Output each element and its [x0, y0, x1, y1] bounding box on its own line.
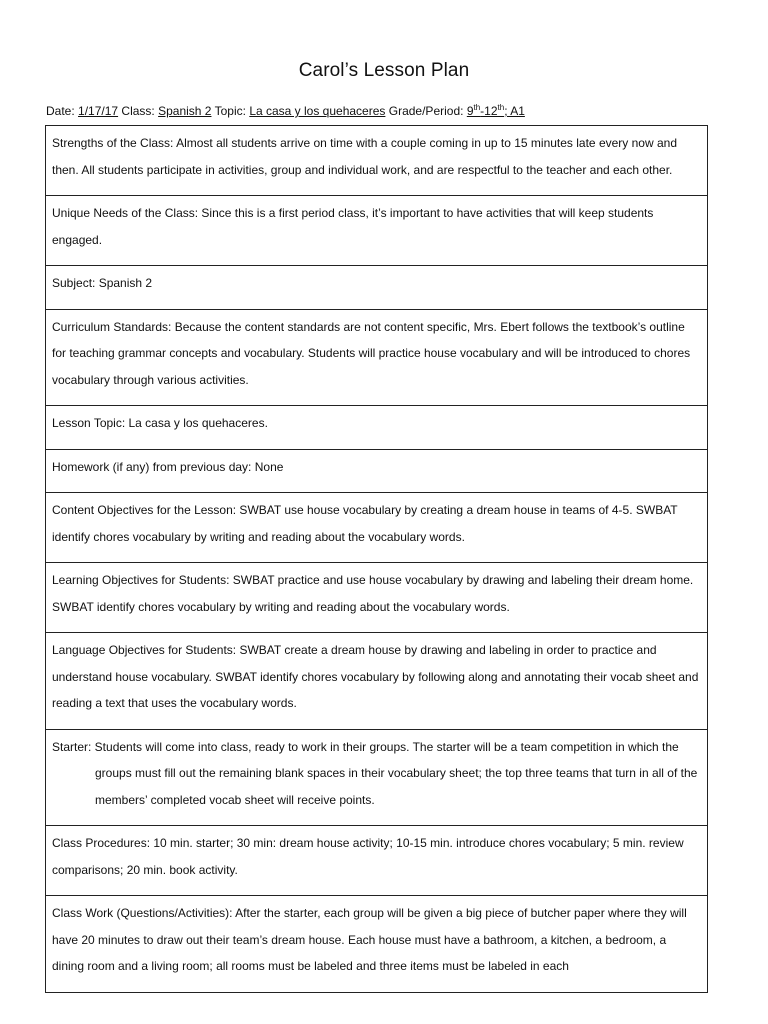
starter-text: Starter: Students will come into class, ready to work in their groups. The starter will be a team competition in which the groups must fill out the remaining blank spaces in their vocabulary sheet; the top three teams that turn in all of the members’ completed vocab sheet will receive points.: [52, 739, 698, 807]
table-row: [46, 633, 708, 730]
starter-cell: [46, 729, 708, 826]
subject-cell: Subject: Spanish 2: [46, 266, 708, 310]
table-row: [46, 196, 708, 266]
lesson-header-line: [46, 104, 525, 118]
grade-start: 9: [466, 104, 474, 118]
class-procedures-cell: Class Procedures: 10 min. starter; 30 min: dream house activity; 10-15 min. introduce chores vocabulary; 5 min. review comparisons; 20 min. book activity.: [46, 826, 708, 896]
table-row: [46, 896, 708, 993]
table-row: [46, 493, 708, 563]
table-row: [46, 406, 708, 450]
table-row: [46, 826, 708, 896]
language-objectives-cell: Language Objectives for Students: SWBAT create a dream house by drawing and labeling in order to practice and understand house vocabulary. SWBAT identify chores vocabulary by following along and annotating their vocab sheet and reading a text that uses the vocabulary words.: [46, 633, 708, 730]
date-value: 1/17/17: [78, 104, 119, 118]
table-row: [46, 126, 708, 196]
class-value: Spanish 2: [158, 104, 212, 118]
class-label: Class:: [121, 104, 155, 118]
table-row: [46, 309, 708, 406]
topic-label: Topic:: [214, 104, 246, 118]
grade-start-suffix: th: [473, 103, 481, 112]
grade-label: Grade/Period:: [388, 104, 464, 118]
learning-objectives-cell: Learning Objectives for Students: SWBAT practice and use house vocabulary by drawing and labeling their dream home. SWBAT identify chores vocabulary by writing and reading about the vocabulary words.: [46, 563, 708, 633]
grade-value: [467, 104, 504, 118]
table-row: [46, 266, 708, 310]
date-label: Date:: [46, 104, 75, 118]
curriculum-standards-cell: Curriculum Standards: Because the content standards are not content specific, Mrs. Ebert follows the textbook’s outline for teaching grammar concepts and vocabulary. Students will practice house vocabulary and will be introduced to chores vocabulary through various activities.: [46, 309, 708, 406]
strengths-cell: Strengths of the Class: Almost all students arrive on time with a couple coming in up to 15 minutes late every now and then. All students participate in activities, group and individual work, and are respectful to the teacher and each other.: [46, 126, 708, 196]
class-work-cell: Class Work (Questions/Activities): After the starter, each group will be given a big piece of butcher paper where they will have 20 minutes to draw out their team’s dream house. Each house must have a bathroom, a kitchen, a bedroom, a dining room and a living room; all rooms must be labeled and three items must be labeled in each: [46, 896, 708, 993]
topic-value: La casa y los quehaceres: [249, 104, 386, 118]
unique-needs-cell: Unique Needs of the Class: Since this is a first period class, it’s important to have activities that will keep students engaged.: [46, 196, 708, 266]
homework-cell: Homework (if any) from previous day: None: [46, 449, 708, 493]
page-title: Carol’s Lesson Plan: [298, 60, 470, 81]
grade-end-suffix: th: [497, 103, 505, 112]
grade-separator: -12: [480, 104, 498, 118]
lesson-topic-cell: Lesson Topic: La casa y los quehaceres.: [46, 406, 708, 450]
table-row: [46, 449, 708, 493]
lesson-plan-table: [45, 125, 708, 993]
table-row: [46, 563, 708, 633]
content-objectives-cell: Content Objectives for the Lesson: SWBAT use house vocabulary by creating a dream house in teams of 4-5. SWBAT identify chores vocabulary by writing and reading about the vocabulary words.: [46, 493, 708, 563]
table-row: [46, 729, 708, 826]
period-value: ; A1: [504, 104, 525, 118]
